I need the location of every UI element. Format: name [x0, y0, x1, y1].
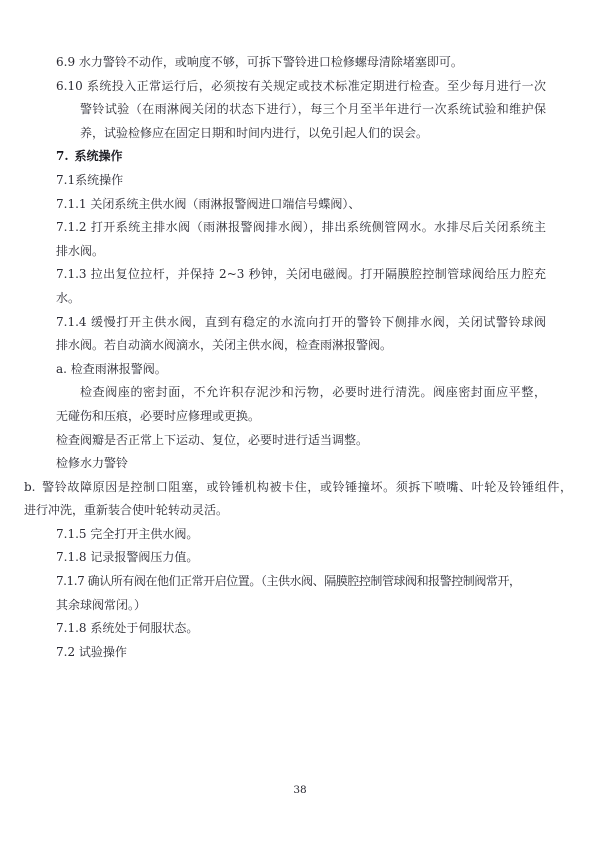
document-body — [24, 51, 572, 664]
text-line: 7.2 试验操作 — [56, 644, 127, 659]
text-line: 6.10 系统投入正常运行后，必须按有关规定或技术标准定期进行检查。至少每月进行一次 — [56, 78, 546, 93]
text-line: 水。 — [56, 290, 81, 305]
text-line: 养，试验检修应在固定日期和时间内进行，以免引起人们的误会。 — [80, 125, 429, 140]
text-line: 进行冲洗，重新装合使叶轮转动灵活。 — [24, 503, 229, 518]
text-line: b. 警铃故障原因是控制口阻塞，或铃锤机构被卡住，或铃锤撞坏。须拆下喷嘴、叶轮及铃锤组件， — [24, 479, 572, 494]
text-line: 7.1.8 记录报警阀压力值。 — [56, 550, 199, 565]
text-line: 警铃试验（在雨淋阀关闭的状态下进行），每三个月至半年进行一次系统试验和维护保 — [80, 102, 546, 117]
text-line: 7.1.5 完全打开主供水阀。 — [56, 526, 199, 541]
text-line: 7. 系统操作 — [56, 149, 123, 164]
text-line: 排水阀。 — [56, 243, 105, 258]
text-line: 7.1系统操作 — [56, 172, 124, 187]
text-line: a. 检查雨淋报警阀。 — [56, 361, 167, 376]
text-line: 6.9 水力警铃不动作，或响度不够，可拆下警铃进口检修螺母清除堵塞即可。 — [56, 55, 463, 69]
text-line: 检修水力警铃 — [56, 456, 129, 471]
text-line: 7.1.1 关闭系统主供水阀（雨淋报警阀进口端信号蝶阀）、 — [56, 196, 361, 211]
text-line: 其余球阀常闭。） — [56, 597, 147, 612]
text-line: 7.1.8 系统处于伺服状态。 — [56, 621, 199, 636]
text-line: 7.1.7 确认所有阀在他们正常开启位置。（主供水阀、隔膜腔控制管球阀和报警控制阀常开， — [56, 574, 521, 589]
text-line: 7.1.4 缓慢打开主供水阀，直到有稳定的水流向打开的警铃下侧排水阀，关闭试警铃球阀 — [56, 314, 546, 329]
page-number: 38 — [293, 784, 307, 796]
text-line: 排水阀。若自动滴水阀滴水，关闭主供水阀，检查雨淋报警阀。 — [56, 338, 393, 353]
text-line: 检查阀瓣是否正常上下运动、复位，必要时进行适当调整。 — [56, 432, 369, 447]
text-line: 7.1.3 拉出复位拉杆，并保持 2~3 秒钟，关闭电磁阀。打开隔膜腔控制管球阀给压力腔充 — [56, 267, 546, 282]
text-line: 无碰伤和压痕，必要时应修理或更换。 — [56, 408, 261, 423]
text-line: 检查阀座的密封面，不允许积存泥沙和污物，必要时进行清洗。阀座密封面应平整， — [80, 385, 546, 400]
text-line: 7.1.2 打开系统主排水阀（雨淋报警阀排水阀），排出系统侧管网水。水排尽后关闭系统主 — [56, 220, 546, 235]
